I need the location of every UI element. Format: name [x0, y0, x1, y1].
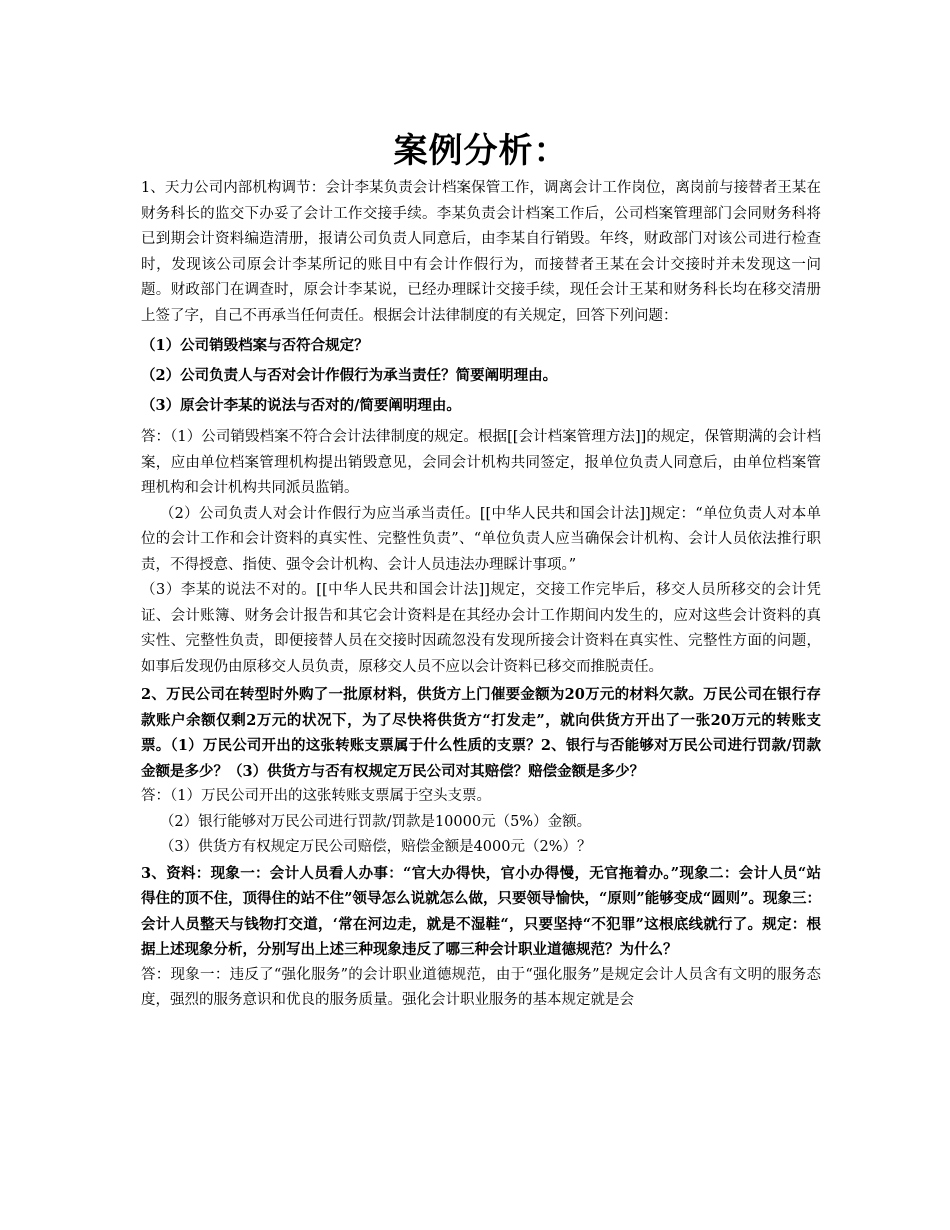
- case1-question-1: （1）公司销毁档案与否符合规定？: [141, 337, 369, 354]
- case1-intro: 1、天力公司内部机构调节：会计李某负责会计档案保管工作，调离会计工作岗位，离岗前与接替者王某在财务科长的监交下办妥了会计工作交接手续。李某负责会计档案工作后，公司档案管理部门会同财务科将已到期会计资料编造清册，报请公司负责人同意后，由李某自行销毁。年终，财政部门对该公司进行检查时，发现该公司原会计李某所记的账目中有会计作假行为，而接替者王某在会计交接时并未发现这一问题。财政部门在调查时，原会计李某说，已经办理睬计交接手续，现任会计王某和财务科长均在移交清册上签了字，自己不再承当任何责任。根据会计法律制度的有关规定，回答下列问题：: [141, 180, 821, 324]
- case2-answer-3: （3）供货方有权规定万民公司赔偿，赔偿金额是4000元（2%）？: [159, 839, 592, 855]
- case1-question-2: （2）公司负责人与否对会计作假行为承当责任？简要阐明理由。: [141, 367, 558, 384]
- case1-answer-1: 答：（1）公司销毁档案不符合会计法律制度的规定。根据[[会计档案管理方法]]的规定，保管期满的会计档案，应由单位档案管理机构提出销毁意见，会同会计机构共同签定，报单位负责人同意后，由单位档案管理机构和会计机构共同派员监销。: [141, 429, 821, 496]
- case2-answer-2: （2）银行能够对万民公司进行罚款/罚款是10000元（5%）金额。: [159, 813, 592, 830]
- case1-question-3: （3）原会计李某的说法与否对的/简要阐明理由。: [141, 397, 461, 414]
- document-page: [141, 128, 821, 1014]
- case3-intro: 3、资料：现象一：会计人员看人办事：“官大办得快，官小办得慢，无官拖着办。”现象二：会计人员“站得住的顶不住，顶得住的站不住”领导怎么说就怎么做，只要领导愉快，“原则”能够变成“圆则”。现象三：会计人员整天与钱物打交道，‘常在河边走，就是不湿鞋“，只要坚持“不犯罪”这根底线就行了。规定：根据上述现象分析，分别写出上述三种现象违反了哪三种会计职业道德规范？为什么？: [141, 864, 821, 958]
- case2-intro: 2、万民公司在转型时外购了一批原材料，供货方上门催要金额为20万元的材料欠款。万民公司在银行存款账户余额仅剩2万元的状况下，为了尽快将供货方“打发走”，就向供货方开出了一张20万元的转账支票。（1）万民公司开出的这张转账支票属于什么性质的支票？2、银行与否能够对万民公司进行罚款/罚款金额是多少？（3）供货方与否有权规定万民公司对其赔偿？赔偿金额是多少？: [141, 686, 821, 780]
- page-title: 案例分析：: [393, 131, 569, 171]
- case1-answer-2: （2）公司负责人对会计作假行为应当承当责任。[[中华人民共和国会计法]]规定：“单位负责人对本单位的会计工作和会计资料的真实性、完整性负责”、“单位负责人应当确保会计机构、会计人员依法推行职责，不得授意、指使、强令会计机构、会计人员违法办理睬计事项。”: [141, 505, 821, 573]
- case1-answer-3: （3）李某的说法不对的。[[中华人民共和国会计法]]规定，交接工作完毕后，移交人员所移交的会计凭证、会计账簿、财务会计报告和其它会计资料是在其经办会计工作期间内发生的，应对这些会计资料的真实性、完整性负责，即便接替人员在交接时因疏忽没有发现所接会计资料在真实性、完整性方面的问题，如事后发现仍由原移交人员负责，原移交人员不应以会计资料已移交而推脱责任。: [141, 582, 821, 675]
- case2-answer-1: 答：（1）万民公司开出的这张转账支票属于空头支票。: [141, 788, 491, 804]
- case3-answer-1: 答：现象一：违反了“强化服务”的会计职业道德规范，由于“强化服务”是规定会计人员含有文明的服务态度，强烈的服务意识和优良的服务质量。强化会计职业服务的基本规定就是会: [141, 966, 821, 1008]
